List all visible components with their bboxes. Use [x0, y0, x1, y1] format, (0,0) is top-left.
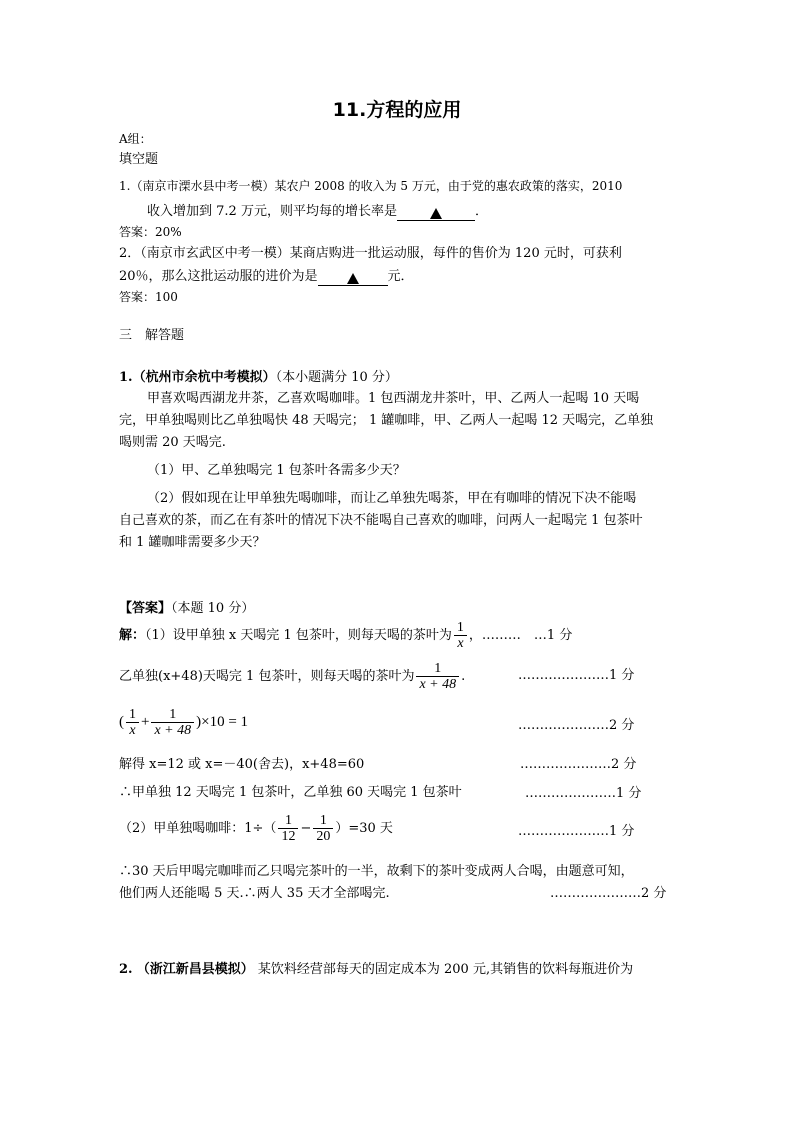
solution-step-7: 他们两人还能喝 5 天.∴两人 35 天才全部喝完. [119, 886, 390, 901]
score-dots: …………………1 分 [518, 668, 635, 683]
question-source: （杭州市余杭中考模拟） [132, 370, 276, 385]
solve-q1-sub2: 和 1 罐咖啡需要多少天？ [119, 535, 266, 550]
solve-q1-text: 甲喜欢喝西湖龙井茶，乙喜欢喝咖啡。1 包西湖龙井茶叶，甲、乙两人一起喝 10 天喝 [147, 391, 640, 406]
solution-label: 解： [119, 628, 146, 643]
fill-q2-text: 20％，那么这批运动服的进价为是 [119, 269, 318, 284]
solution-step-2: 乙单独(x+48)天喝完 1 包茶叶，则每天喝的茶叶为 $\frac{1}{x + 48}$ . [119, 661, 466, 692]
fill-q2-end: 元． [387, 269, 414, 284]
fraction-1-over-x48: $\frac{1}{x + 48}$ [151, 707, 194, 738]
fill-q2-line2 [119, 268, 414, 286]
fill-q2-answer: 答案：100 [119, 290, 178, 304]
solution-step-6: （2）甲单独喝咖啡：1÷（ $\frac{1}{12}$ − $\frac{1}{20}$ ）=30 天 [119, 813, 393, 844]
triangle-icon [430, 208, 442, 219]
question-source: （浙江新昌县模拟） [136, 962, 254, 977]
triangle-icon [347, 273, 359, 284]
question-number: 2. [119, 962, 133, 977]
fill-q1-line2 [147, 203, 488, 221]
fill-q1-text: 收入增加到 7.2 万元，则平均每的增长率是 [147, 204, 397, 219]
score-dots: …………………2 分 [518, 718, 635, 733]
section-solve: 三 解答题 [119, 328, 185, 343]
answer-score: （本题 10 分） [171, 601, 255, 616]
solution-step-4: 解得 x=12 或 x=－40(舍去)，x+48=60 [119, 757, 365, 772]
fraction-1-over-x: $\frac{1}{x}$ [126, 707, 139, 738]
score-dots: …………………2 分 [520, 757, 637, 772]
answer-blank [397, 206, 475, 221]
fraction-1-over-12: $\frac{1}{12}$ [278, 813, 298, 844]
equation-tail: )×10 = 1 [196, 714, 249, 730]
section-fill-in: 填空题 [119, 152, 159, 167]
step-text: （2）甲单独喝咖啡：1÷（ [119, 821, 277, 836]
solution-step-1 [119, 620, 572, 651]
question-score: （本小题满分 10 分） [275, 370, 398, 385]
score-dots: ，……… …1 分 [468, 628, 573, 643]
fill-q2-line1: 2．（南京市玄武区中考一模）某商店购进一批运动服，每件的售价为 120 元时，可获利 [119, 246, 622, 261]
group-label: A组： [119, 132, 152, 146]
solution-equation: ( $\frac{1}{x}$ + $\frac{1}{x + 48}$ )×10 = 1 [119, 707, 249, 739]
solve-q1-sub2: （2）假如现在让甲单独先喝咖啡，而让乙单独先喝茶，甲在有咖啡的情况下决不能喝 [147, 491, 637, 506]
answer-blank [318, 271, 388, 286]
solution-step-5: ∴甲单独 12 天喝完 1 包茶叶，乙单独 60 天喝完 1 包茶叶 [119, 785, 462, 800]
fill-q1-end: ． [474, 204, 488, 219]
solve-q1-text: 完，甲单独喝则比乙单独喝快 48 天喝完； 1 罐咖啡，甲、乙两人一起喝 12 天喝完，乙单独 [119, 413, 654, 428]
step-text: ）=30 天 [335, 821, 393, 836]
page-title: 11.方程的应用 [332, 99, 462, 121]
solve-q1-heading [119, 369, 398, 387]
answer-label: 【答案】 [119, 601, 172, 616]
step-text: 乙单独(x+48)天喝完 1 包茶叶，则每天喝的茶叶为 [119, 669, 415, 684]
step-text: （1）设甲单独 x 天喝完 1 包茶叶，则每天喝的茶叶为 [145, 628, 452, 643]
score-dots: …………………2 分 [550, 886, 667, 901]
solve-q1-sub2: 自己喜欢的茶，而乙在有茶叶的情况下决不能喝自己喜欢的咖啡，问两人一起喝完 1 包茶叶 [119, 513, 643, 528]
fill-q1-line1: 1.（南京市溧水县中考一模）某农户 2008 的收入为 5 万元，由于党的惠农政策的落实，2010 [119, 179, 623, 193]
answer-heading [119, 600, 254, 618]
question-number: 1. [119, 370, 133, 385]
solve-q2-heading [119, 961, 633, 979]
fraction-1-over-x: $\frac{1}{x}$ [454, 620, 467, 651]
question-text: 某饮料经营部每天的固定成本为 200 元,其销售的饮料每瓶进价为 [257, 962, 634, 977]
fraction-1-over-x48: $\frac{1}{x + 48}$ [416, 661, 459, 692]
fraction-1-over-20: $\frac{1}{20}$ [313, 813, 333, 844]
solution-step-7: ∴30 天后甲喝完咖啡而乙只喝完茶叶的一半，故剩下的茶叶变成两人合喝，由题意可知， [119, 864, 634, 879]
fill-q1-answer: 答案：20% [119, 225, 182, 239]
solve-q1-sub1: （1）甲、乙单独喝完 1 包茶叶各需多少天？ [147, 463, 406, 478]
solve-q1-text: 喝则需 20 天喝完. [119, 435, 226, 450]
score-dots: …………………1 分 [525, 786, 642, 801]
score-dots: …………………1 分 [518, 824, 635, 839]
